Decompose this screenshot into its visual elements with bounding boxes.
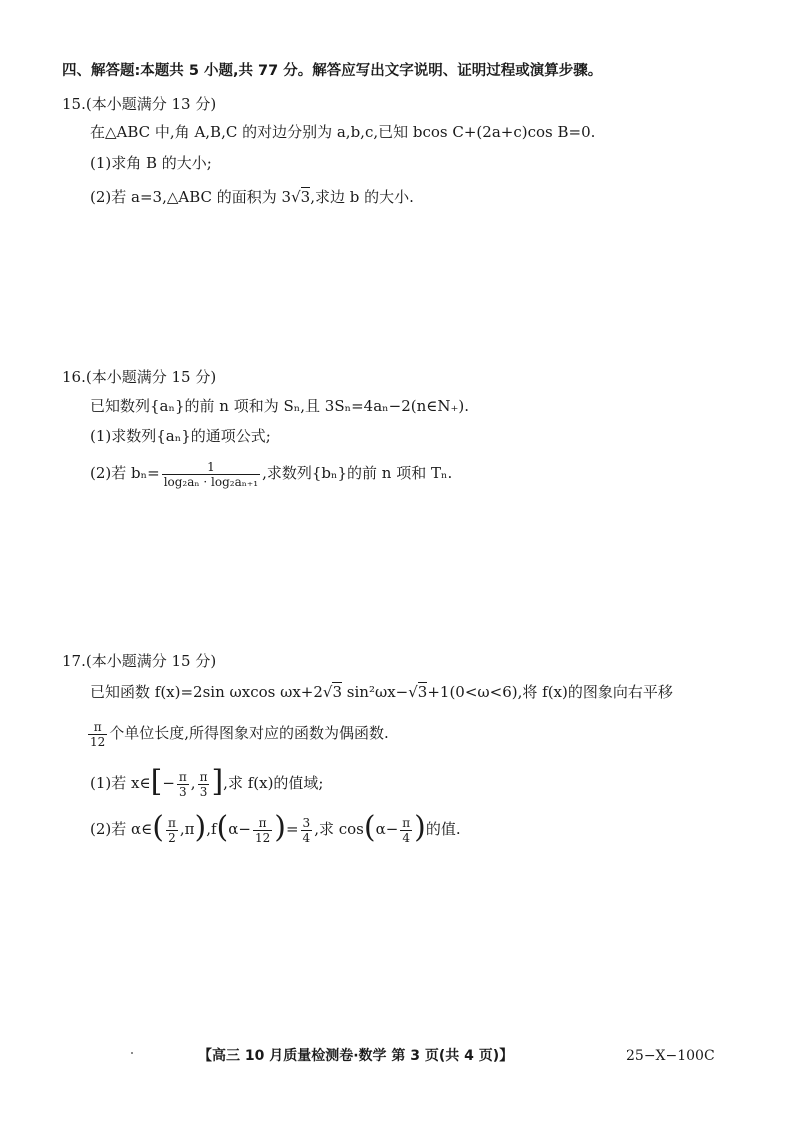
q17-p2-frac4: [400, 816, 412, 845]
q17-p2-pre: (2)若 α∈: [90, 820, 153, 838]
frac-den: 12: [254, 830, 271, 845]
q16-part2: [90, 456, 452, 490]
frac-num: π: [178, 769, 187, 784]
sqrt-symbol: √: [322, 683, 333, 701]
q15-part1: (1)求角 B 的大小;: [90, 154, 212, 172]
q17-p2-alpha2: α−: [375, 820, 399, 838]
q16-frac-num: 1: [162, 460, 260, 475]
q17-shift-fraction: [88, 720, 107, 749]
q16-part2-pre: (2)若 bₙ=: [90, 464, 160, 482]
q17-p2-frac3: [301, 816, 313, 845]
q17-stem-a: 已知函数 f(x)=2sin ωxcos ωx+2: [90, 683, 323, 701]
q17-p2-frac2: [253, 816, 272, 845]
footer-title: 【高三 10 月质量检测卷·数学 第 3 页(共 4 页)】: [198, 1048, 514, 1064]
q17-header: 17.(本小题满分 15 分): [62, 652, 217, 670]
frac-den: 3: [179, 784, 187, 799]
frac-num: π: [199, 769, 208, 784]
sqrt-symbol: √: [408, 683, 418, 701]
right-paren: ): [194, 810, 207, 845]
frac-num: π: [167, 815, 176, 830]
frac-num: π: [253, 816, 272, 831]
q17-shift-den: 12: [90, 734, 106, 749]
frac-den: 3: [199, 784, 208, 799]
q17-p2-f: ,f: [206, 820, 217, 838]
left-paren: (: [216, 810, 229, 845]
q17-shift-line: [86, 716, 389, 750]
q16-stem: 已知数列{aₙ}的前 n 项和为 Sₙ,且 3Sₙ=4aₙ−2(n∈N₊).: [90, 397, 470, 415]
q15-part2-sqrt: 3: [300, 188, 311, 206]
q17-p2-pi: ,π: [179, 820, 195, 838]
section-heading: 四、解答题:本题共 5 小题,共 77 分。解答应写出文字说明、证明过程或演算步骤。: [62, 63, 603, 79]
right-paren: ): [274, 810, 286, 845]
q16-frac-den: log₂aₙ · log₂aₙ₊₁: [163, 474, 259, 489]
q17-p1-frac2: [198, 770, 210, 799]
right-paren: ): [414, 810, 426, 845]
q17-p2-frac1: [166, 816, 178, 845]
q17-stem: [90, 681, 673, 703]
q15-part2: [90, 186, 414, 208]
q15-header: 15.(本小题满分 13 分): [62, 95, 217, 113]
q17-p2-cos: ,求 cos: [314, 820, 364, 838]
q17-shift-num: π: [88, 720, 107, 735]
frac-num: 3: [302, 815, 311, 830]
left-paren: (: [363, 810, 376, 845]
footer-code: 25−X−100C: [626, 1048, 715, 1064]
sqrt-symbol: √: [291, 188, 301, 206]
q17-p1-post: ,求 f(x)的值域;: [223, 774, 324, 792]
q17-p2-alpha: α−: [228, 820, 251, 838]
q17-p1-minus: −: [162, 774, 175, 792]
frac-num: π: [402, 815, 411, 830]
q16-part1: (1)求数列{aₙ}的通项公式;: [90, 427, 271, 445]
q17-part1: [90, 764, 323, 802]
q17-stem-b: sin²ωx−: [342, 683, 409, 701]
q15-part2-text-b: ,求边 b 的大小.: [310, 188, 414, 206]
q17-shift-text: 个单位长度,所得图象对应的函数为偶函数.: [109, 724, 389, 742]
q17-p1-comma: ,: [190, 774, 196, 792]
q15-stem: 在△ABC 中,角 A,B,C 的对边分别为 a,b,c,已知 bcos C+(2a+c)cos B=0.: [90, 123, 596, 141]
q16-header: 16.(本小题满分 15 分): [62, 368, 217, 386]
frac-den: 2: [168, 830, 176, 845]
left-paren: (: [152, 810, 164, 845]
q15-part2-text-a: (2)若 a=3,△ABC 的面积为 3: [90, 188, 292, 206]
q17-p1-pre: (1)若 x∈: [90, 774, 151, 792]
q17-sqrt2: 3: [417, 683, 428, 701]
scan-speck: [131, 1052, 133, 1054]
q17-p1-frac1: [177, 770, 189, 799]
q16-part2-post: ,求数列{bₙ}的前 n 项和 Tₙ.: [262, 464, 453, 482]
right-bracket: ]: [211, 764, 224, 799]
q16-fraction: [162, 460, 260, 489]
frac-den: 4: [402, 830, 411, 845]
q17-stem-c: +1(0<ω<6),将 f(x)的图象向右平移: [427, 683, 673, 701]
q17-p2-eq: =: [285, 820, 299, 838]
q17-p2-end: 的值.: [425, 820, 461, 838]
frac-den: 4: [302, 830, 311, 845]
q17-part2: [90, 810, 461, 848]
q17-sqrt1: 3: [332, 683, 343, 701]
left-bracket: [: [150, 764, 163, 799]
